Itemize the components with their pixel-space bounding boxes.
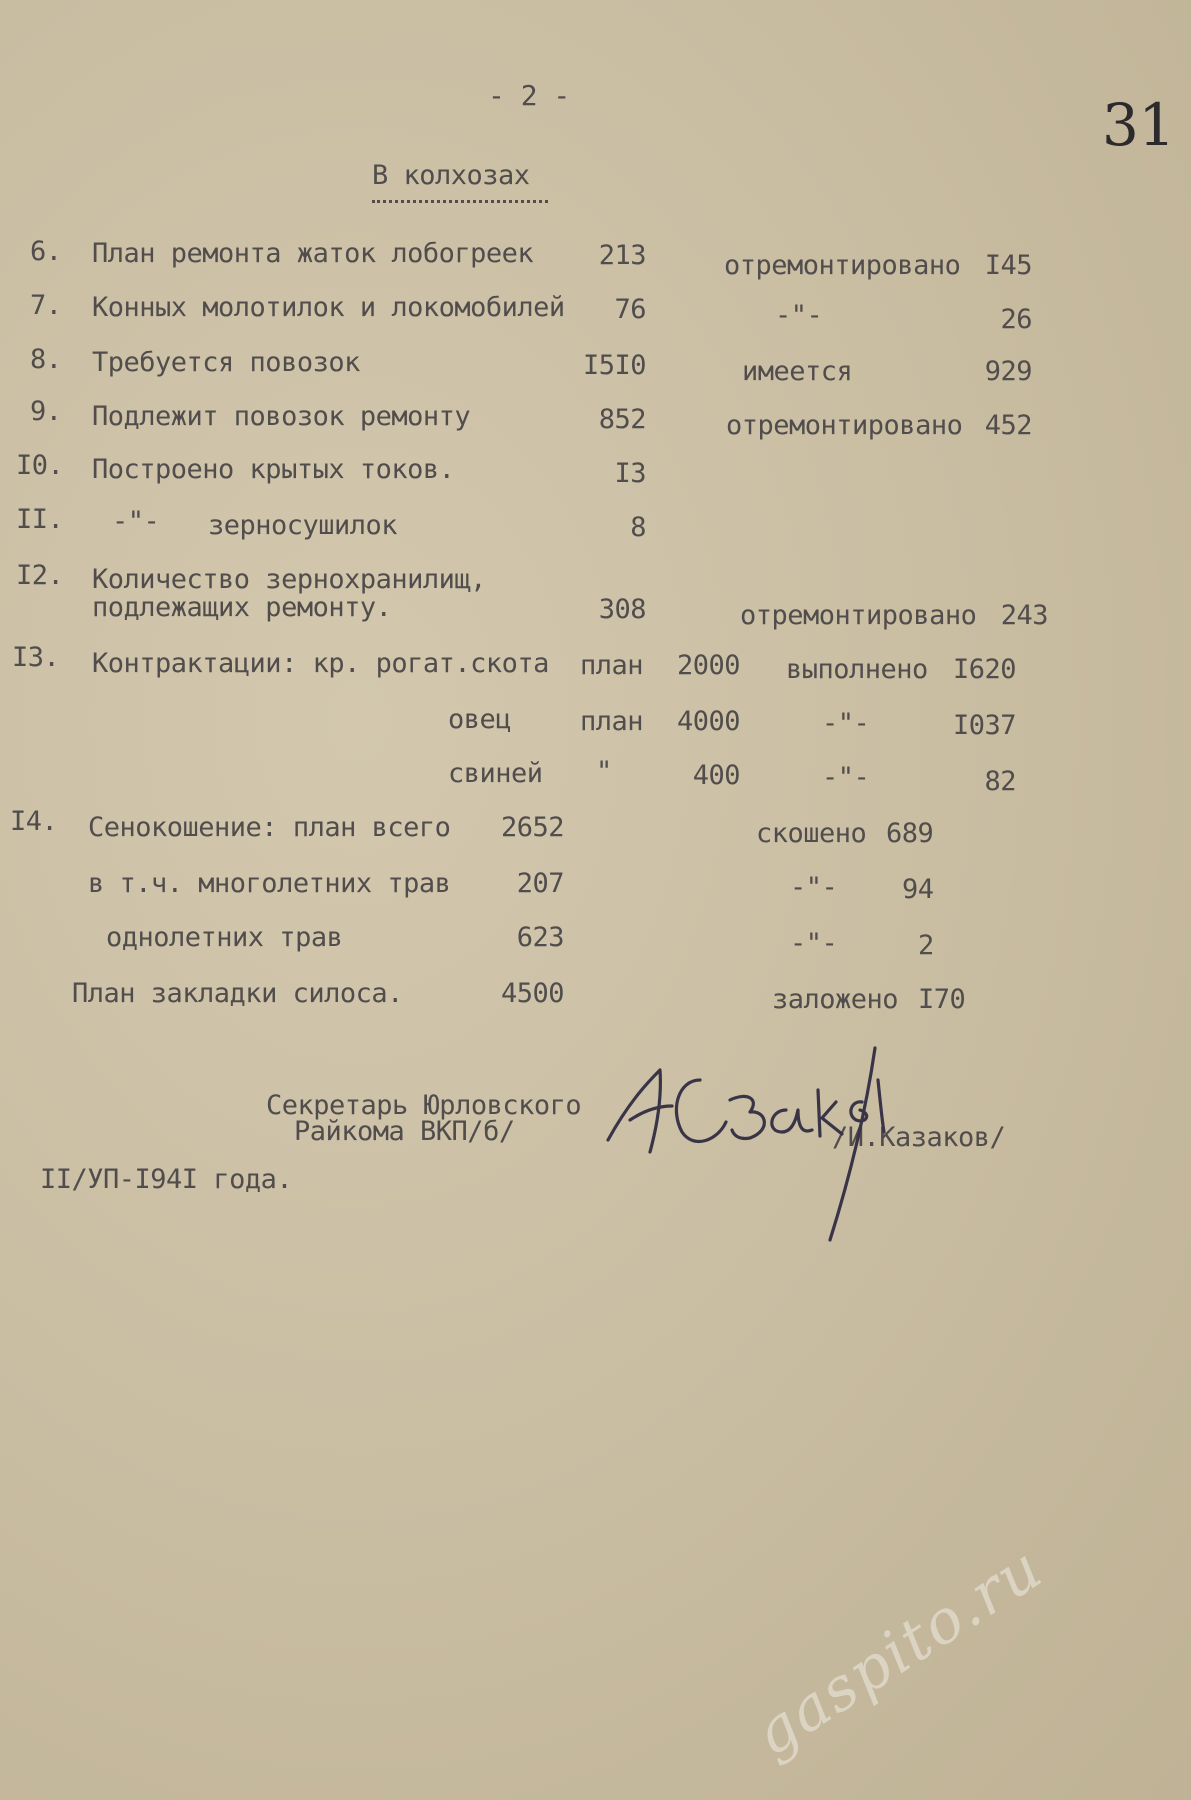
- signatory-name: /И.Казаков/: [832, 1122, 1006, 1153]
- row-value: I5I0: [582, 350, 646, 381]
- row-label-continuation: подлежащих ремонту.: [92, 592, 392, 623]
- row-value: 8: [630, 512, 646, 543]
- row-number: 6.: [30, 236, 62, 267]
- row-status: отремонтировано: [740, 600, 977, 631]
- row-number: I0.: [16, 450, 64, 481]
- hay-label: в т.ч. многолетних трав: [88, 868, 451, 899]
- contract-status: -"-: [822, 708, 870, 739]
- contract-status: -"-: [822, 762, 870, 793]
- row-status: -"-: [775, 300, 823, 331]
- row-label: Количество зернохранилищ,: [92, 564, 486, 595]
- row-label: Построено крытых токов.: [92, 454, 455, 485]
- contract-plan-value: 2000: [676, 650, 740, 681]
- hay-status: скошено: [756, 818, 867, 849]
- contract-animal: свиней: [448, 758, 543, 789]
- row-number: I2.: [16, 560, 64, 591]
- row-value: 852: [598, 404, 646, 435]
- contract-plan-value: 400: [692, 760, 740, 791]
- archive-sheet-number: 31: [1102, 91, 1175, 159]
- hay-status-value: 689: [886, 818, 934, 849]
- ditto-mark: -"-: [112, 506, 160, 537]
- document-date: II/УП-I94I года.: [40, 1164, 293, 1195]
- row-label: Требуется повозок: [92, 347, 360, 378]
- signatory-title-line1: Секретарь Юрловского: [266, 1090, 582, 1121]
- row-number: 7.: [30, 290, 62, 321]
- handwritten-signature: [590, 1040, 890, 1250]
- contract-done-value: I037: [952, 710, 1016, 741]
- hay-status: заложено: [772, 984, 899, 1015]
- contract-animal: овец: [448, 704, 512, 735]
- row-status: отремонтировано: [726, 410, 963, 441]
- contract-plan-value: 4000: [676, 706, 740, 737]
- hay-value: 2652: [500, 812, 564, 843]
- hay-value: 623: [516, 922, 564, 953]
- row-number: I3.: [12, 642, 60, 673]
- hay-value: 4500: [500, 978, 564, 1009]
- row-status-value: 929: [984, 356, 1032, 387]
- watermark: gaspito.ru: [741, 1532, 1056, 1770]
- row-number: II.: [16, 504, 64, 535]
- page-number: - 2 -: [488, 79, 570, 112]
- contract-label: Контрактации: кр. рогат.скота: [92, 648, 549, 679]
- row-label: План ремонта жаток лобогреек: [92, 238, 534, 269]
- row-status: имеется: [742, 356, 853, 387]
- contract-plan-label: план: [580, 706, 644, 737]
- contract-done-value: 82: [984, 766, 1016, 797]
- hay-status-value: I70: [918, 984, 966, 1015]
- row-status-value: 243: [1000, 600, 1048, 631]
- row-value: 308: [598, 594, 646, 625]
- contract-plan-label: план: [580, 650, 644, 681]
- contract-plan-label: ": [596, 756, 612, 787]
- row-number: 9.: [30, 396, 62, 427]
- hay-status: -"-: [790, 872, 838, 903]
- hay-label: План закладки силоса.: [72, 978, 403, 1009]
- contract-done-value: I620: [952, 654, 1016, 685]
- row-number: 8.: [30, 344, 62, 375]
- row-status-value: I45: [984, 250, 1032, 281]
- row-number: I4.: [10, 806, 58, 837]
- row-value: I3: [614, 458, 646, 489]
- hay-label: Сенокошение: план всего: [88, 812, 451, 843]
- row-label: Конных молотилок и локомобилей: [92, 292, 565, 323]
- row-label: зерносушилок: [208, 510, 398, 541]
- row-label: Подлежит повозок ремонту: [92, 401, 471, 432]
- contract-status: выполнено: [786, 654, 928, 685]
- hay-label: однолетних трав: [106, 922, 343, 953]
- signatory-title-line2: Райкома ВКП/б/: [294, 1116, 515, 1147]
- hay-status-value: 2: [918, 930, 934, 961]
- row-value: 213: [598, 240, 646, 271]
- title-underline: [372, 200, 548, 203]
- hay-status: -"-: [790, 928, 838, 959]
- row-value: 76: [614, 294, 646, 325]
- hay-value: 207: [516, 868, 564, 899]
- row-status-value: 452: [984, 410, 1032, 441]
- section-title: В колхозах: [372, 160, 530, 191]
- row-status: отремонтировано: [724, 250, 961, 281]
- hay-status-value: 94: [902, 874, 934, 905]
- row-status-value: 26: [1000, 304, 1032, 335]
